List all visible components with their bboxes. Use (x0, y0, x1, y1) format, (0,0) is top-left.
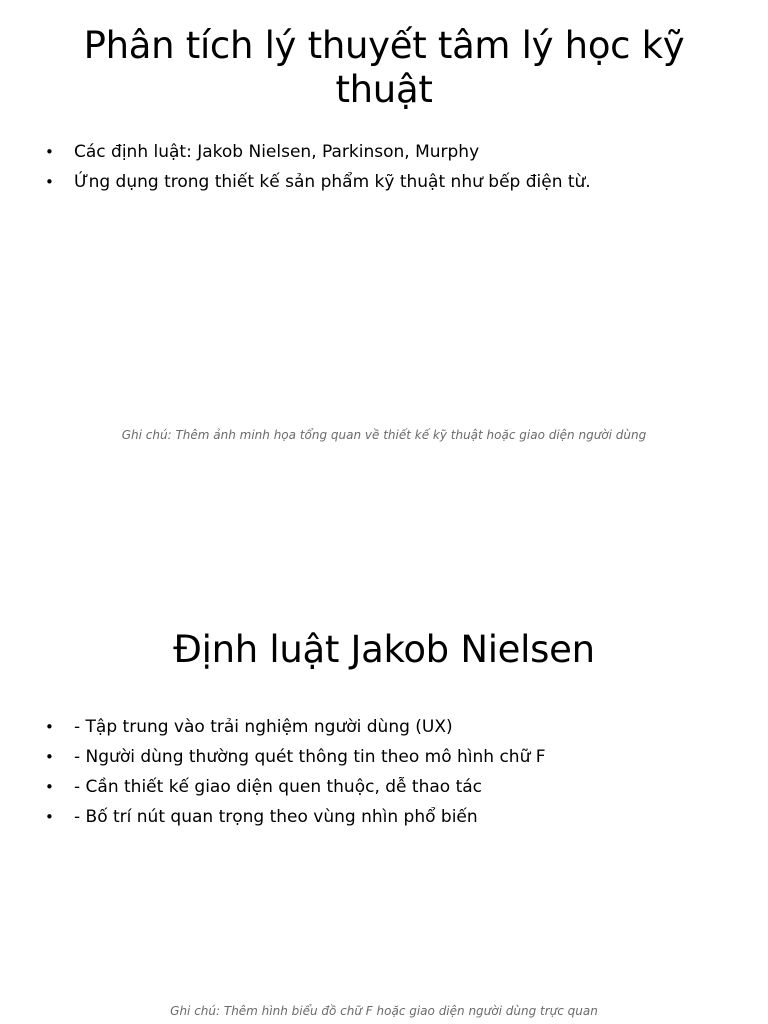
bullet-text: - Cần thiết kế giao diện quen thuộc, dễ thao tác (74, 777, 483, 797)
list-item (40, 802, 740, 832)
bullet-text: Ứng dụng trong thiết kế sản phẩm kỹ thuật như bếp điện từ. (74, 172, 591, 192)
bullet-icon: • (45, 173, 54, 191)
bullet-text: - Người dùng thường quét thông tin theo mô hình chữ F (74, 747, 546, 767)
slide-title: Phân tích lý thuyết tâm lý học kỹ thuật (83, 24, 685, 111)
bullet-icon: • (45, 718, 54, 736)
bullet-list (40, 137, 740, 197)
bullet-list (40, 712, 740, 832)
slide-note: Ghi chú: Thêm hình biểu đồ chữ F hoặc giao diện người dùng trực quan (170, 1004, 598, 1018)
slide-note: Ghi chú: Thêm ảnh minh họa tổng quan về thiết kế kỹ thuật hoặc giao diện người dùng (121, 428, 647, 442)
list-item (40, 167, 740, 197)
bullet-icon: • (45, 808, 54, 826)
bullet-icon: • (45, 748, 54, 766)
list-item (40, 712, 740, 742)
bullet-text: - Tập trung vào trải nghiệm người dùng (UX) (74, 717, 453, 737)
list-item (40, 772, 740, 802)
slide-title: Định luật Jakob Nielsen (173, 628, 595, 671)
slide-2 (0, 512, 768, 1024)
list-item (40, 137, 740, 167)
bullet-icon: • (45, 778, 54, 796)
bullet-text: - Bố trí nút quan trọng theo vùng nhìn phổ biến (74, 807, 478, 827)
bullet-icon: • (45, 143, 54, 161)
bullet-text: Các định luật: Jakob Nielsen, Parkinson, Murphy (74, 142, 480, 162)
list-item (40, 742, 740, 772)
